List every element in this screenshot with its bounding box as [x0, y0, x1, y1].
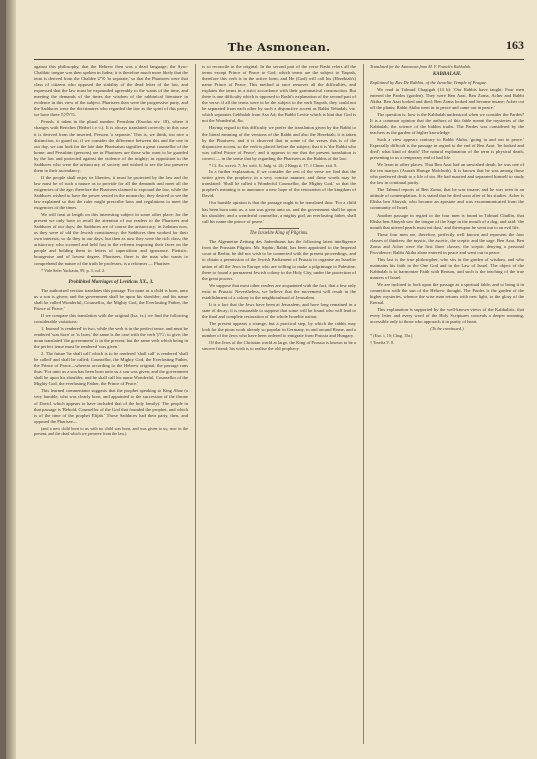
column-2 — [202, 64, 356, 744]
column-divider — [363, 64, 364, 744]
translation-note: Translated for the Asmonean from M. F. Franck's Kabbalah. — [370, 64, 472, 69]
page-number: 163 — [506, 38, 524, 52]
continued-note: (To be continued.) — [430, 326, 464, 332]
paragraph: We suppose that most other readers are acquainted with the fact, that a few only exist in Prussia. Nevertheless, we believe that the movement will result in the establishment of a colony in the neighbourhood of Jerusalem. — [202, 282, 356, 300]
section-heading: The Israelite King of Pilgrims. — [249, 231, 309, 237]
paragraph: If we compare this translation with the original (Isa. ix.) we find the following considerable variations: — [34, 312, 188, 324]
paragraph: The present appears a strange, but a practical step, by which the rabbis may look for the pious work already so popular in Germany, in and around Rome, and a number of the Jews who have been ordered to emigrate from Prussia and Hungary. — [202, 320, 356, 339]
paragraph: We are inclined to look upon the passage as a spiritual fable, and to bring it in connection with the sun of the Hebrew thought. The Pardes is the garden of the higher mysteries, whence the wise man returns with new light, to the glory of the Eternal. — [370, 282, 524, 306]
paragraph: The Talmud reports of Ben Zoma, that he was insane, and he was seen in an attitude of contemplation. It is stated that he died soon after of his studies. Acher is Elisha ben Abuyah, who became an apostate and was excommunicated from the community of Israel. — [370, 187, 524, 211]
paragraph: Having regard to this difficulty we prefer the translation given by the Rabbi to the literal meaning of the versions of the Rabbi and also the Hezekiah; it is taken by the Pharisees; and it is observed that in some of the verses this is of the disjunctive accent, so the verb is placed before the subject; that it is 'the Rabbi who was called Prince of Peace'; and it appears to me that the present translation is correct — in the sense that by regarding the Pharisees as the Rabbis of the law. — [202, 125, 356, 161]
paragraph: The Algemeine Zeitung des Judenthums has the following latest intelligence from the Prussian Pilgrim. Mr. Saphir, Rabbi, has been appointed to the Imperial court at Berlin; he did not wish to be connected with the present proceedings, and to obtain a permission of the Jewish Parliament of Prussia to organise an Israelite union of all the Jews in Europe who are willing to make a pilgrimage to Palestine, there to found a permanent Jewish colony in the Holy City, under the protection of the great powers. — [202, 239, 356, 281]
paragraph: Of the Jews of the Christian world at large, the King of Prussia is known to be a sincere friend; his wish is to realise the old prophecy. — [202, 340, 356, 352]
column-3 — [370, 64, 524, 744]
header-rule — [34, 59, 524, 60]
paragraph: These four men are, therefore, perfectly well known and represent the four classes of thinkers: the mystic, the ascetic, the sceptic and the sage. Ben Azai, Ben Zoma and Acher were the first three classes, the sceptic denying a personal Providence; Rabbi Akiba alone entered in peace and went out in peace. — [370, 231, 524, 255]
column-1 — [34, 64, 188, 744]
footnote: † Tosefta V. 8. — [370, 339, 395, 345]
paragraph: If the people shall enjoy its liberties, it must be protected by the law and the law must be of such a nature as to provide for all the demands and meet all the exigencies of the age; therefore the Pharisees claimed to expound the law, while the Sadduces wished to have the power vested in the monarchy; they desired to see the law explained so that the ruler might prescribe laws and regulations to meet the exigencies of the times. — [34, 174, 188, 211]
footnote: * Vide Sefer Yuchasin, 99, p. 3, col. 2. — [41, 267, 106, 273]
paragraph: against this philosophy, that the Hebrew then was a dead language; the Syro-Chaldaic tongue was then spoken in Judea; it is therefore much more likely that the term is derived from the Chaldee פרש 'to separate,' so that the Pharisees were that class of citizens who opposed the stability of the dead letter of the law, and expressed that the law must be expounded agreeably to the wants of the time, and meeting the demands of the times the wisdom of the rabbinical literature in evidence in this view of the subject. Pharisees then were the progressive party, and the Sadduces were the doctrinaires who regarded the law as the spirit of this party; we have three מחלוקת. — [34, 64, 188, 118]
section-heading: Prohibited Marriages of Leviticus XX., 3. — [68, 279, 154, 285]
paragraph: The question is: how is the Kabbalah understood when we consider the Pardes? It is a common opinion that the authors of this fable meant the mysteries of the Kabbalah, the science of the hidden truths. The Pardes was considered by the teachers as the garden of higher knowledge. — [370, 111, 524, 135]
paragraph: This learned commentator suggests that the prophet speaking to King Ahaz (a very humble, who was clearly born, and appointed to the succession of the throne of David, which appears to have included that of the holy family). The people in that passage is 'Behold, Counsellor of the God that founded the prophet, and which is of the time of the prophet Elijah.' Those Sadduces had their party, then, and opposed the Pharisee— — [34, 388, 188, 424]
paragraph: 1. Instead 'is rendered' in two, while the verb is in the perfect tense, and must be rendered 'was born' or 'is born,' the same is the case with the verb 'ניתן'; to give; the noun translated 'the government' is in the present; but the same verb which being in the perfect tense must be rendered 'was given.' — [34, 325, 188, 350]
footnote: * Cf. Ex. xxxvii. 7; Jer. xxiii. 6; Judg. vi. 24; 2 Kings ii. 17; 1 Chron. xxii. 9. — [209, 162, 338, 168]
paragraph: The authorised version translates this passage 'For none as a child is born, unto us a son is given; and the government shall be upon his shoulder; and his name shall be called Wonderful, Counsellor, the Mighty God, the Everlasting Father, the Prince of Peace.' — [34, 287, 188, 311]
book-spine-shadow — [6, 0, 16, 759]
paragraph: In a further explanation, if we consider the rest of the verse we find that the writer gives the prophecy in a very concise manner; and these words may be translated: 'Shall be called a Wonderful Counsellor, the Mighty God,' so that the prophet's meaning is to announce a new hope of the restoration of the kingdom of David. — [202, 169, 356, 199]
paragraph: 2. The future 'he shall call' which is to be rendered 'shall call' is rendered 'shall be called' and shall be called; Counsellor, the Mighty God, the Everlasting Father, the Prince of Peace—whereas according to the Hebrew original, the passage runs thus: 'For unto us a son has been born unto us a son was given; and the government shall be upon his shoulder, and he shall call his name Wonderful, Counsellor of the Mighty God, the everlasting Father, the Prince of Peace.' — [34, 351, 188, 387]
paragraph: Another passage in regard to the four men is found in Talmud Chullin, that Elisha ben Abuyah saw the tongue of the Sage in the mouth of a dog, and said: 'the mouth that uttered pearls must eat dust,' and thereupon he went out to an evil life. — [370, 212, 524, 230]
paragraph: We learn in other places: That Ben Azai had an unwished death; he was one of the ten martyrs (Asarah Haruge Malchuth). It is known that he was among those who preferred death to a life of sin. He had married and separated himself to study the law in continual purity. — [370, 162, 524, 186]
column-divider — [195, 64, 196, 744]
paragraph: Our humble opinion is that the passage ought to be translated thus: 'For a child has been born unto us, a son was given unto us, and the government shall be upon his shoulder; and a wonderful counsellor, a mighty god, an everlasting father, shall call his name the prince of peace.' — [202, 200, 356, 224]
paragraph: This last is the true philosopher, who sits in the garden of wisdom, and who maintains his faith in the One God and in the Law of Israel. The object of the Kabbalah is to harmonize Faith with Reason, and such is the teaching of the true masters of Israel. — [370, 256, 524, 280]
paragraph: This explanation is supported by the well-known views of the Kabbalists, that every letter and every word of the Holy Scriptures conceals a deeper meaning, accessible only to those who approach it in purity of heart. — [370, 307, 524, 325]
footnote: * (Exo. i, 10; Chag. 15a.) — [370, 333, 413, 339]
paragraph: We will treat at length on this interesting subject in some other place; for the present we only have to recall the attention of our readers to the Pharisees and Sadduces of our days; the Sadduces are of course the aristocracy; in Judaism now, as they were of old the Jewish constituency; the Sadduces then worked for their own interests; so do they in our days; but then as now they were the rich class; the aristocracy who scorned and held fast to the reforms imposing their faces on the people and holding them in fetters of superstition and ignorance. Pietistic, bourgeoise and of lowest degree, Pharisees, there is the man who wants to comprehend the nature of the truth he professes, is a reformer — Pharisee. — [34, 212, 188, 266]
section-heading: KABBALAH. — [432, 71, 462, 77]
paragraph: is so reconcile in the original. In the second part of the verse Rashi refers all the terms except Prince of Peace to God, which terms are the subject to Yaqeah, therefore this verb is in the active form; and He (God) will call his (Hezekiah's) name Prince of Peace. This method at once removes all the difficulties, and explains the terms in a strict accordance with their grammatical construction. But there is one difficulty which is opposed to Rashi's explanation of the second part of the verse: if all the terms were to be the subject to the verb Yaqeah, they could not be separated from each other by such a disjunctive accent as Rabbi Yehudah, viz. which separates Gebbalah from Asa Ad; the Rabbi Levite which is hint that God is not the Wonderful, &c. — [202, 64, 356, 124]
masthead-title: The Asmonean. — [227, 40, 331, 54]
paragraph: It is a fact that the Jews have been at Jerusalem, and have long remained in a state of decay; it is reasonable to suppose that some will be found who will lead to the final and complete restoration of the whole Israelite nation. — [202, 301, 356, 319]
subtitle: Explained by Rav De Rabbin, of the Israelite Temple of Prague. — [370, 79, 488, 85]
paragraph: Perush, it taken in the plural number, Perushim (Exodus xiv. 18), where it changes with Beriches (Bethel i.v.-i.). It is always translated correctly; in this case it is derived from the inserted, Persons 'a separate.' This is, we think, too nice a distinction, to guard us; if we consider the difference between this and the one in our day, we can look for the late date Pharisaism signifies a great counsellor of the home; and Perushim (persons) are in Pharisees are those who want to be guarded by the law and protected against the violence of the mighty; in opposition to the Sadduces who were the aristocracy of society and wished to see the law preserve them in their ascendancy. — [34, 119, 188, 173]
footnote: (and a new child born to us with no child was born, and was given to us; now in the present, and the dead which we preserve from the law.) — [34, 425, 188, 437]
section-separator — [259, 228, 299, 229]
section-separator — [91, 276, 131, 277]
newspaper-page — [6, 0, 537, 759]
paragraph: Such a view appears contrary to Rabbi Akiba, 'going in and out in peace.' Especially difficult is the passage in regard to the end of Ben Azai: 'he looked and died'; what kind of death? The natural explanation of the term is physical death, presenting to us a temporary end of bad life. — [370, 136, 524, 161]
paragraph: We read in Talmud Chagigah (14 b): 'Our Rabbis have taught: Four men entered the Pardes (garden). They were Ben Azai, Ben Zoma, Acher and Rabbi Akiba. Ben Azai looked and died; Ben Zoma looked and became insane; Acher cut off the plants; Rabbi Akiba went in in peace and came out in peace.' — [370, 86, 524, 110]
page-header — [34, 40, 524, 58]
